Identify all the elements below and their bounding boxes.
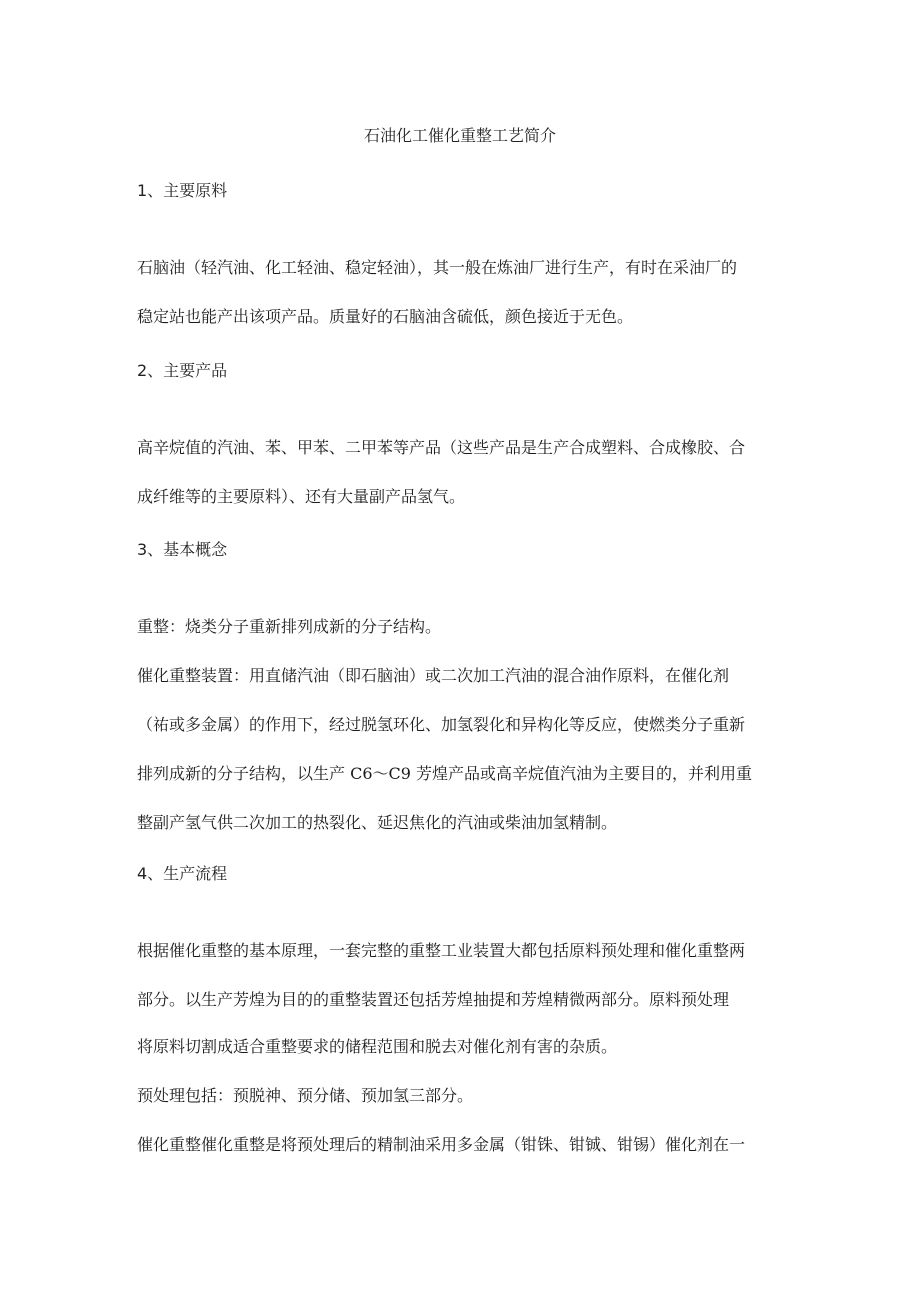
document-title: 石油化工催化重整工艺简介 [363, 126, 556, 145]
section-heading-3: 3、基本概念 [137, 540, 228, 559]
paragraph-line: 整副产氢气供二次加工的热裂化、延迟焦化的汽油或柴油加氢精制。 [137, 813, 618, 832]
paragraph-line: 重整：烧类分子重新排列成新的分子结构。 [137, 617, 442, 636]
paragraph-line: 稳定站也能产出该项产品。质量好的石脑油含硫低，颜色接近于无色。 [137, 307, 634, 326]
paragraph-line: 排列成新的分子结构，以生产 C6～C9 芳煌产品或高辛烷值汽油为主要目的，并利用重 [137, 764, 753, 783]
paragraph-line: 成纤维等的主要原料）、还有大量副产品氢气。 [137, 487, 466, 506]
paragraph-line: （祐或多金属）的作用下，经过脱氢环化、加氢裂化和异构化等反应，使燃类分子重新 [137, 715, 746, 734]
paragraph-line: 石脑油（轻汽油、化工轻油、稳定轻油），其一般在炼油厂进行生产，有时在采油厂的 [137, 258, 738, 277]
paragraph-line: 将原料切割成适合重整要求的储程范围和脱去对催化剂有害的杂质。 [137, 1037, 618, 1056]
section-heading-4: 4、生产流程 [137, 864, 228, 883]
paragraph-line: 高辛烷值的汽油、苯、甲苯、二甲苯等产品（这些产品是生产合成塑料、合成橡胶、合 [137, 438, 746, 457]
paragraph-line: 根据催化重整的基本原理，一套完整的重整工业装置大都包括原料预处理和催化重整两 [137, 941, 746, 960]
paragraph-line: 催化重整装置：用直储汽油（即石脑油）或二次加工汽油的混合油作原料，在催化剂 [137, 666, 730, 685]
section-heading-1: 1、主要原料 [137, 181, 228, 200]
paragraph-line: 部分。以生产芳煌为目的的重整装置还包括芳煌抽提和芳煌精微两部分。原料预处理 [137, 990, 730, 1009]
section-heading-2: 2、主要产品 [137, 361, 228, 380]
paragraph-line: 催化重整催化重整是将预处理后的精制油采用多金属（钳铢、钳铖、钳锡）催化剂在一 [137, 1135, 746, 1154]
paragraph-line: 预处理包括：预脱神、预分储、预加氢三部分。 [137, 1086, 474, 1105]
